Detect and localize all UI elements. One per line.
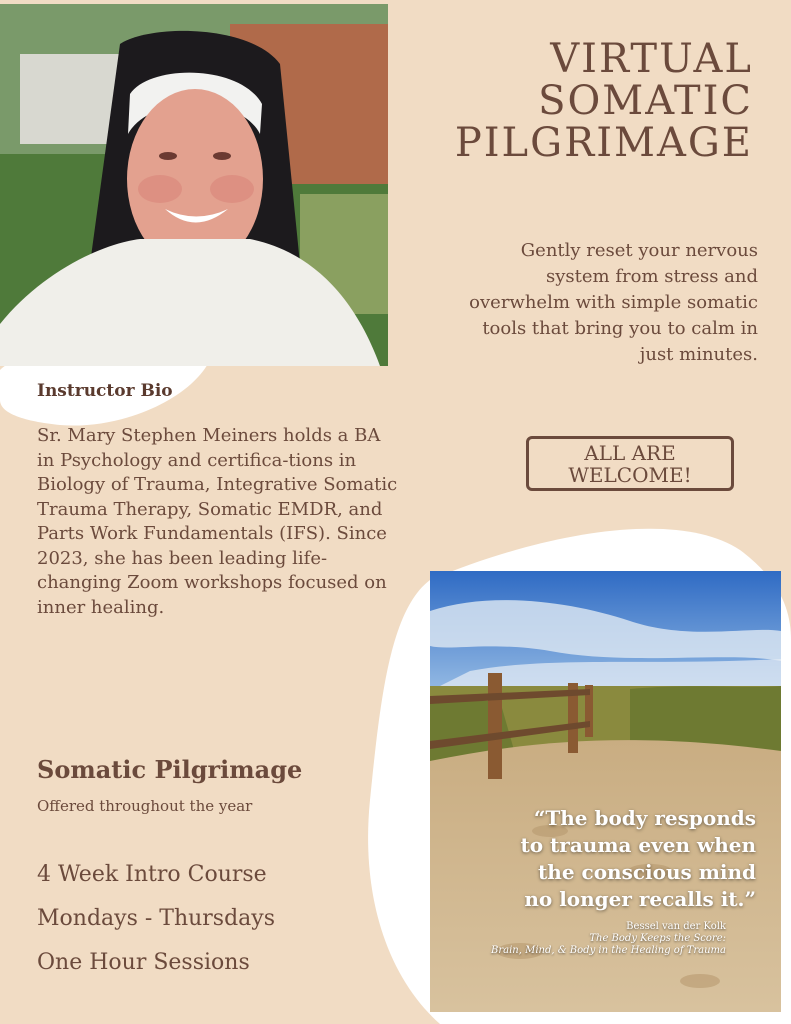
- instructor-photo: [0, 4, 388, 366]
- quote-line-2: to trauma even when: [520, 833, 756, 857]
- bio-heading: Instructor Bio: [37, 381, 173, 401]
- quote-author: Bessel van der Kolk: [626, 921, 726, 932]
- page-title: [455, 38, 753, 164]
- quote-text: [486, 805, 756, 913]
- title-line-2: SOMATIC: [538, 78, 753, 124]
- quote-line-4: no longer recalls it.”: [524, 887, 756, 911]
- quote-line-3: the conscious mind: [538, 860, 756, 884]
- course-item-duration: 4 Week Intro Course: [37, 862, 267, 887]
- course-title: Somatic Pilgrimage: [37, 755, 303, 784]
- course-item-length: One Hour Sessions: [37, 950, 250, 975]
- quote-book-subtitle: Brain, Mind, & Body in the Healing of Trauma: [491, 945, 726, 956]
- course-details-list: [37, 862, 275, 994]
- course-subtitle: Offered throughout the year: [37, 797, 253, 815]
- welcome-line-2: WELCOME!: [568, 462, 692, 487]
- tagline: Gently reset your nervous system from stress and overwhelm with simple somatic tools that bring you to calm in just minutes.: [469, 240, 758, 365]
- welcome-line-1: ALL ARE: [584, 440, 676, 465]
- quote-book: The Body Keeps the Score:: [589, 933, 726, 944]
- beach-path-image: [430, 571, 781, 1012]
- bio-text: Sr. Mary Stephen Meiners holds a BA in Psychology and certifica-tions in Biology of Trauma, Integrative Somatic Trauma Therapy, Somatic EMDR, and Parts Work Fundamentals (IFS). Since 2023, she has been leading life-changing Zoom workshops focused on inner healing.: [37, 425, 398, 618]
- quote-attribution: [430, 921, 726, 957]
- title-line-3: PILGRIMAGE: [454, 120, 753, 166]
- title-line-1: VIRTUAL: [550, 36, 753, 82]
- all-are-welcome-badge: [526, 436, 734, 491]
- course-item-days: Mondays - Thursdays: [37, 906, 276, 931]
- quote-line-1: “The body responds: [533, 806, 756, 830]
